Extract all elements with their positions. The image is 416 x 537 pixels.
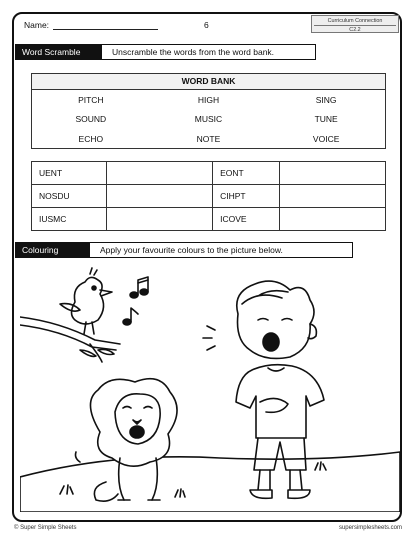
word-bank-grid [32, 90, 385, 149]
name-line[interactable] [53, 20, 158, 30]
answer-cell[interactable] [280, 208, 386, 231]
tree-branch [20, 317, 120, 362]
scrambled-word: ICOVE [213, 208, 280, 231]
colouring-instruction: Apply your favourite colours to the picture below. [90, 242, 353, 258]
answer-cell[interactable] [107, 208, 213, 231]
scrambled-word: UENT [32, 162, 107, 185]
name-label: Name: [24, 20, 50, 30]
word-bank-word: SOUND [75, 114, 107, 125]
page-number: 6 [204, 20, 209, 30]
answer-cell[interactable] [107, 162, 213, 185]
scramble-table [31, 161, 386, 231]
word-bank-word: ECHO [78, 133, 104, 144]
table-row [32, 162, 386, 185]
table-row [32, 208, 386, 231]
name-field[interactable] [24, 20, 158, 30]
answer-cell[interactable] [280, 185, 386, 208]
word-bank-word: TUNE [314, 114, 338, 125]
word-scramble-header [15, 44, 316, 60]
word-bank-word: VOICE [312, 133, 340, 144]
colouring-header [15, 242, 353, 258]
footer-copyright: © Super Simple Sheets [14, 525, 77, 531]
scrambled-word: EONT [213, 162, 280, 185]
footer-website: supersimplesheets.com [338, 525, 402, 531]
word-bank-title: WORD BANK [32, 74, 385, 90]
music-note-icon [123, 308, 138, 325]
scrambled-word: NOSDU [32, 185, 107, 208]
curriculum-code: C2.2 [349, 26, 361, 33]
answer-cell[interactable] [107, 185, 213, 208]
word-bank-word: HIGH [197, 94, 220, 105]
answer-cell[interactable] [280, 162, 386, 185]
scrambled-word: IUSMC [32, 208, 107, 231]
colouring-illustration[interactable] [20, 262, 400, 512]
table-row [32, 185, 386, 208]
colouring-tag: Colouring [15, 242, 90, 258]
word-scramble-tag: Word Scramble [15, 44, 102, 60]
curriculum-connection-box [311, 15, 399, 33]
word-bank [31, 73, 386, 149]
word-bank-word: PITCH [78, 94, 104, 105]
scrambled-word: CIHPT [213, 185, 280, 208]
word-bank-word: NOTE [196, 133, 221, 144]
word-scramble-instruction: Unscramble the words from the word bank. [102, 44, 316, 60]
word-bank-word: SING [315, 94, 337, 105]
bird [60, 268, 112, 334]
ground-hill [20, 452, 400, 512]
word-bank-word: MUSIC [194, 114, 223, 125]
music-note-icon [130, 277, 148, 298]
curriculum-title: Curriculum Connection [314, 18, 396, 26]
